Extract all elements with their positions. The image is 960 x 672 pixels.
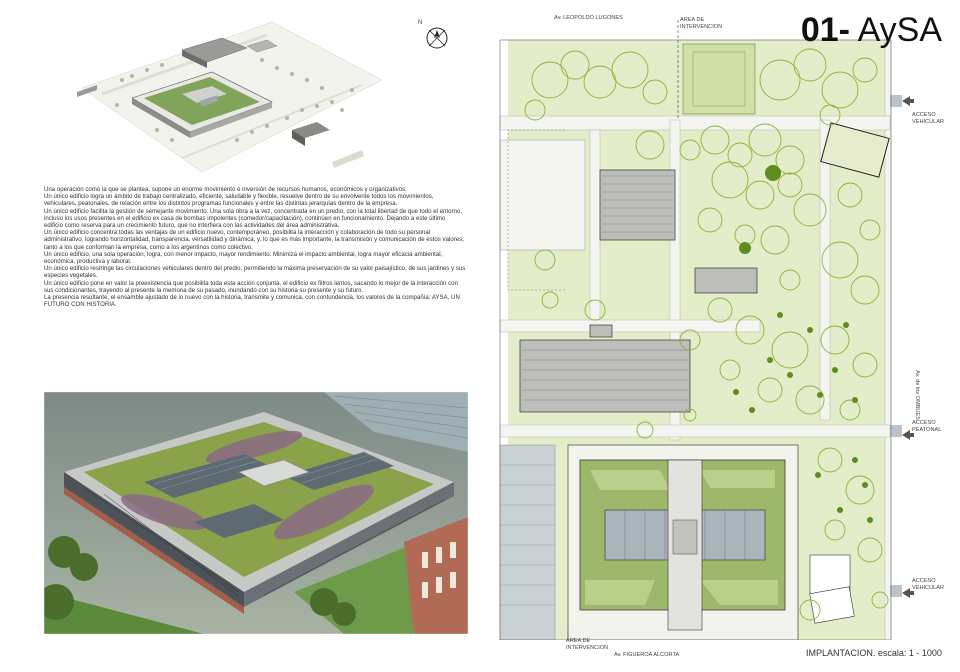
north-arrow-icon: [420, 22, 454, 52]
description-paragraph: Un único edificio facilita la gestión de semejante movimiento. Una sola obra a la vez, concentrada en un predio, con la total libertad de que todo el entorno, incluso los usos presentes en el edificio ex casa de bombas impolentes (comedor/capacitación), continúen en funcionamiento. Dejando a este último edificio como reserva para un crecimiento futuro, que no interfiera con las actividades del área administrativa.: [44, 207, 463, 230]
description-paragraph: Un único edificio logra un ámbito de trabajo centralizado, eficiente, saludable y flexible, resuelve dentro de su envolvente todos los movimientos, vehiculares, peatonales, de relación entre los distintos programas funcionales y entre las distintas jerarquías dentro de la empresa.: [44, 193, 434, 208]
description-paragraph: Un único edificio pone en valor la preexistencia que posibilita toda esta acción conjunta, el edificio ex filtros lentos, sacando lo mejor de la interacción con sus condicionantes, trayendo al presente la memoria de su pasado, inundando con su historia su presente y su futuro.: [44, 279, 458, 294]
description-paragraph: Un único edificio concentra todas las ventajas de un edificio nuevo, contemporáneo, posibilita la interacción y colaboración de todo su personal administrativo, logrando horizontalidad, transparencia, versatilidad y dinámica, y, lo que es más importante, la transmisión y comunicación de estos valores, tanto a los que conforman la empresa, como a los argentinos como colectivo.: [44, 229, 464, 251]
street-label-bottom: Av. FIGUEROA ALCORTA: [614, 652, 680, 658]
compass-north-label: N: [418, 20, 423, 26]
acceso-vehicular-top-1: ACCESO: [912, 112, 936, 118]
acceso-vehicular-top-2: VEHICULAR: [912, 119, 945, 125]
street-label-right: Av. de los OMBUES: [914, 370, 920, 420]
plan-scale-label: IMPLANTACION. escala: 1 - 1000: [806, 648, 942, 658]
description-paragraph: Una operación como la que se plantea, supone un enorme movimiento e inversión de recursos humanos, económicos y organizativos.: [44, 186, 407, 193]
arrow-left-icon: [902, 430, 914, 440]
description-paragraph: Un único edificio restringe las circulaciones vehiculares dentro del predio, permitiendo la máxima preservación de su valor paisajístico, de sus jardines y sus especies vegetales.: [44, 265, 466, 280]
building-3d-render: [44, 392, 468, 634]
sheet-title-number: 01-: [800, 11, 850, 49]
aerial-site-render: [62, 10, 392, 185]
acceso-vehicular-bottom-1: ACCESO: [912, 578, 936, 584]
area-label-top-1: AREA DE: [680, 17, 705, 23]
site-plan: [490, 20, 902, 640]
arrow-left-icon: [902, 96, 914, 106]
acceso-vehicular-bottom-2: VEHICULAR: [912, 585, 945, 591]
street-label-top: Av. LEOPOLDO LUGONES: [554, 15, 623, 21]
arrow-left-icon: [902, 588, 914, 598]
project-description: [44, 186, 466, 386]
description-paragraph: La presencia resultante, el ensamble ajustado de lo nuevo con la historia, transmite y comunica, con contundencia, los valores de la compañía: AYSA, UN FUTURO CON HISTORIA.: [44, 294, 460, 309]
area-label-top-2: INTERVENCION: [680, 24, 723, 30]
area-label-bottom-1: AREA DE: [566, 638, 591, 644]
description-paragraph: Un único edificio, una sola operación, logra, con menor impacto, mayor rendimiento. Minimiza el impacto ambiental, logra mayor eficacia ambiental, económica, productiva y laboral.: [44, 250, 443, 266]
acceso-peatonal-2: PEATONAL: [912, 427, 942, 433]
sheet-title-name: AySA: [857, 11, 942, 49]
acceso-peatonal-1: ACCESO: [912, 420, 936, 426]
area-label-bottom-2: INTERVENCION: [566, 645, 609, 651]
sheet-title: [801, 10, 942, 50]
